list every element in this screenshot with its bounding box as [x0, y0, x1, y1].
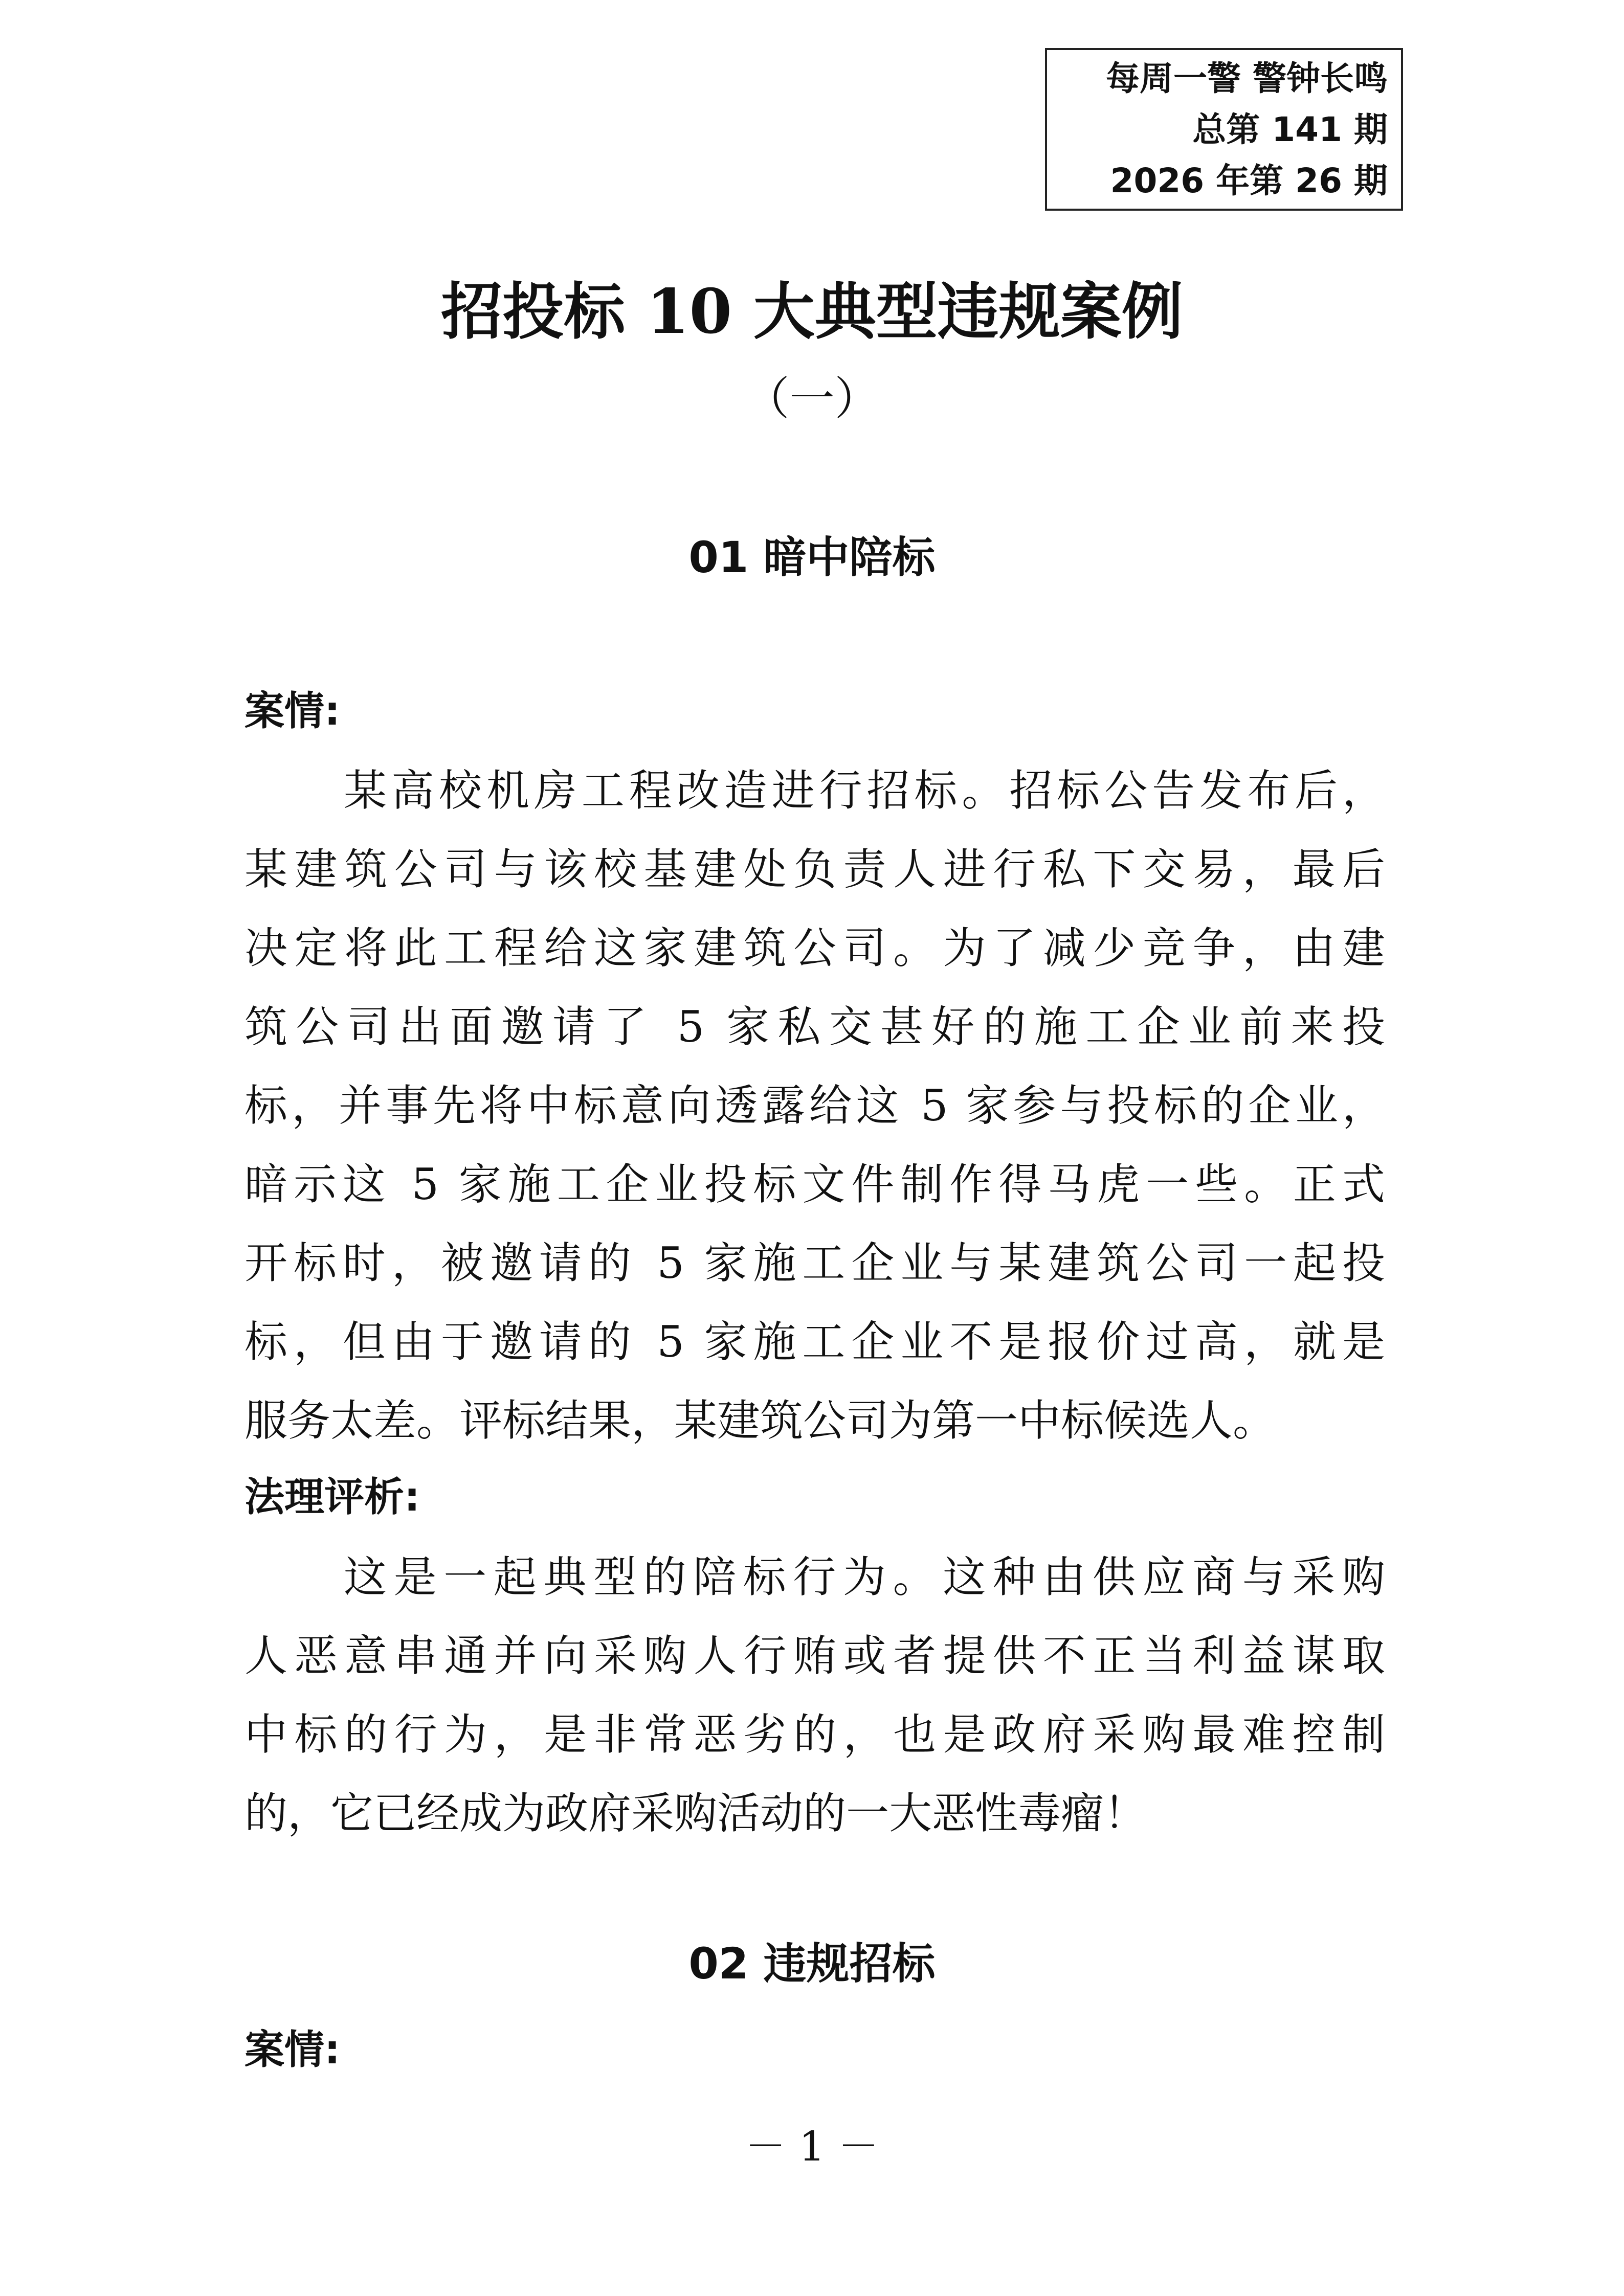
case-1-facts-line: 标，但由于邀请的 5 家施工企业不是报价过高，就是 [244, 1317, 1385, 1367]
case-1-analysis-line: 这是一起典型的陪标行为。这种由供应商与采购 [344, 1552, 1385, 1602]
document-title: 招投标 10 大典型违规案例 [441, 276, 1183, 348]
case-1-facts-line: 筑公司出面邀请了 5 家私交甚好的施工企业前来投 [244, 1002, 1385, 1052]
case-1-facts-line: 暗示这 5 家施工企业投标文件制作得马虎一些。正式 [244, 1159, 1385, 1209]
case-1-facts-line: 某建筑公司与该校基建处负责人进行私下交易，最后 [244, 844, 1385, 894]
issue-info-box [1045, 48, 1403, 211]
case-1-facts-line: 决定将此工程给这家建筑公司。为了减少竞争，由建 [244, 923, 1385, 973]
case-1-facts-line: 开标时，被邀请的 5 家施工企业与某建筑公司一起投 [244, 1238, 1385, 1288]
case-1-heading: 01 暗中陪标 [688, 532, 936, 582]
document-subtitle: （一） [744, 372, 880, 425]
case-1-facts-line: 标，并事先将中标意向透露给这 5 家参与投标的企业， [244, 1081, 1385, 1131]
case-1-analysis-line: 中标的行为，是非常恶劣的，也是政府采购最难控制 [244, 1709, 1385, 1760]
case-1-facts-label: 案情: [244, 688, 341, 734]
issue-year-number: 2026 年第 26 期 [1110, 161, 1388, 200]
case-2-facts-label: 案情: [244, 2027, 341, 2073]
case-1-facts-line: 服务太差。评标结果，某建筑公司为第一中标候选人。 [244, 1395, 1276, 1446]
case-1-facts-line: 某高校机房工程改造进行招标。招标公告发布后， [344, 766, 1385, 816]
issue-total-number: 总第 141 期 [1192, 110, 1388, 149]
case-1-analysis-line: 人恶意串通并向采购人行贿或者提供不正当利益谋取 [244, 1631, 1385, 1681]
case-1-analysis-label: 法理评析: [244, 1474, 420, 1520]
page-number: － 1 － [745, 2123, 879, 2170]
case-2-heading: 02 违规招标 [688, 1939, 936, 1989]
case-1-analysis-line: 的，它已经成为政府采购活动的一大恶性毒瘤！ [244, 1788, 1147, 1838]
issue-slogan: 每周一警 警钟长鸣 [1106, 59, 1388, 98]
